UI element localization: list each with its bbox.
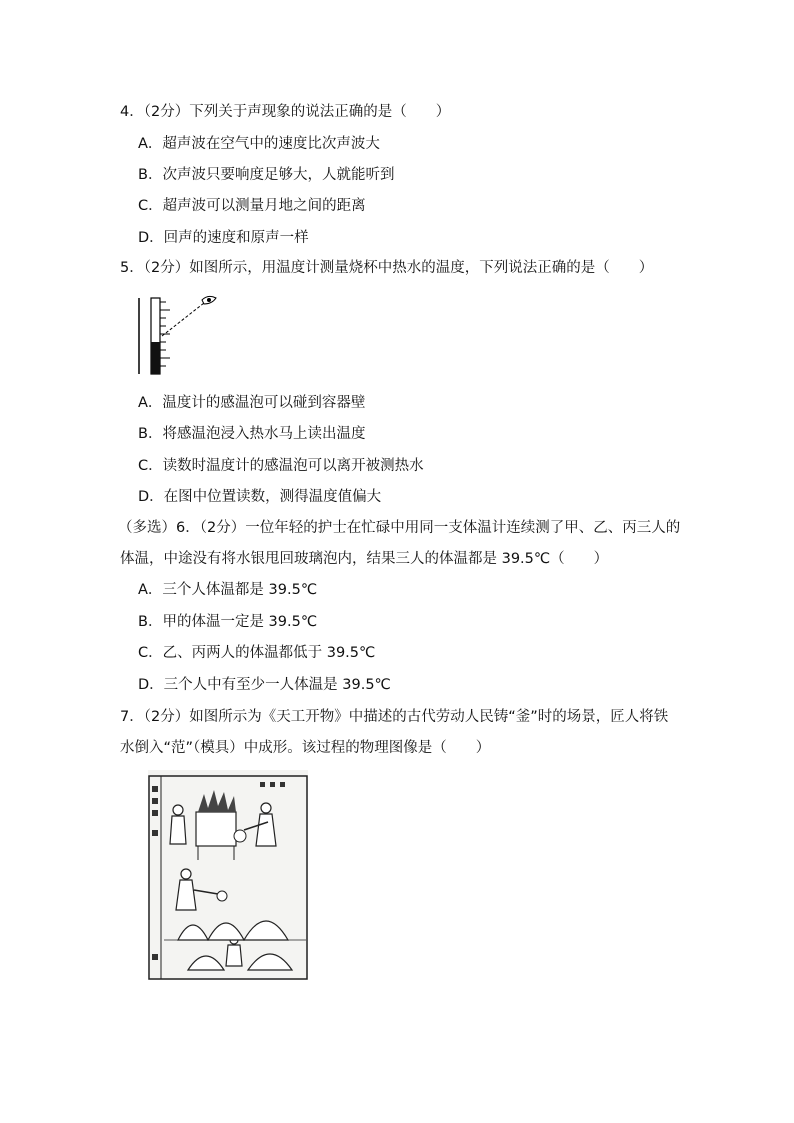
q5-stem: 5．（2分）如图所示，用温度计测量烧杯中热水的温度，下列说法正确的是（ ） bbox=[120, 260, 654, 276]
q5-option-c: C．读数时温度计的感温泡可以离开被测热水 bbox=[138, 458, 424, 474]
q6-option-c: C．乙、丙两人的体温都低于 39.5℃ bbox=[138, 645, 376, 661]
q4-option-d: D．回声的速度和原声一样 bbox=[138, 230, 309, 246]
sight-line bbox=[162, 303, 204, 336]
q6-stem-line1: （多选）6．（2分）一位年轻的护士在忙碌中用同一支体温计连续测了甲、乙、丙三人的 bbox=[118, 520, 681, 536]
tiangong-kaiwu-woodcut-image bbox=[148, 770, 308, 980]
q6-option-a: A．三个人体温都是 39.5℃ bbox=[138, 582, 318, 598]
q5-option-d: D．在图中位置读数，测得温度值偏大 bbox=[138, 489, 382, 505]
q6-stem-line2: 体温，中途没有将水银甩回玻璃泡内，结果三人的体温都是 39.5℃（ ） bbox=[120, 551, 609, 567]
thermometer-figure bbox=[134, 290, 224, 380]
q4-option-a: A．超声波在空气中的速度比次声波大 bbox=[138, 136, 380, 152]
q4-option-c: C．超声波可以测量月地之间的距离 bbox=[138, 198, 366, 214]
q7-stem-line1: 7．（2分）如图所示为《天工开物》中描述的古代劳动人民铸“釜”时的场景，匠人将铁 bbox=[120, 709, 669, 725]
eye-icon bbox=[202, 296, 216, 304]
q6-option-d: D．三个人中有至少一人体温是 39.5℃ bbox=[138, 677, 391, 693]
q4-option-b: B．次声波只要响度足够大，人就能听到 bbox=[138, 167, 395, 183]
q6-option-b: B．甲的体温一定是 39.5℃ bbox=[138, 614, 318, 630]
q5-option-b: B．将感温泡浸入热水马上读出温度 bbox=[138, 426, 366, 442]
q7-stem-line2: 水倒入“范”（模具）中成形。该过程的物理图像是（ ） bbox=[120, 740, 491, 756]
q5-option-a: A．温度计的感温泡可以碰到容器壁 bbox=[138, 395, 366, 411]
scale-ticks bbox=[160, 302, 170, 366]
q4-stem: 4．（2分）下列关于声现象的说法正确的是（ ） bbox=[120, 104, 451, 120]
liquid-column bbox=[151, 342, 160, 374]
